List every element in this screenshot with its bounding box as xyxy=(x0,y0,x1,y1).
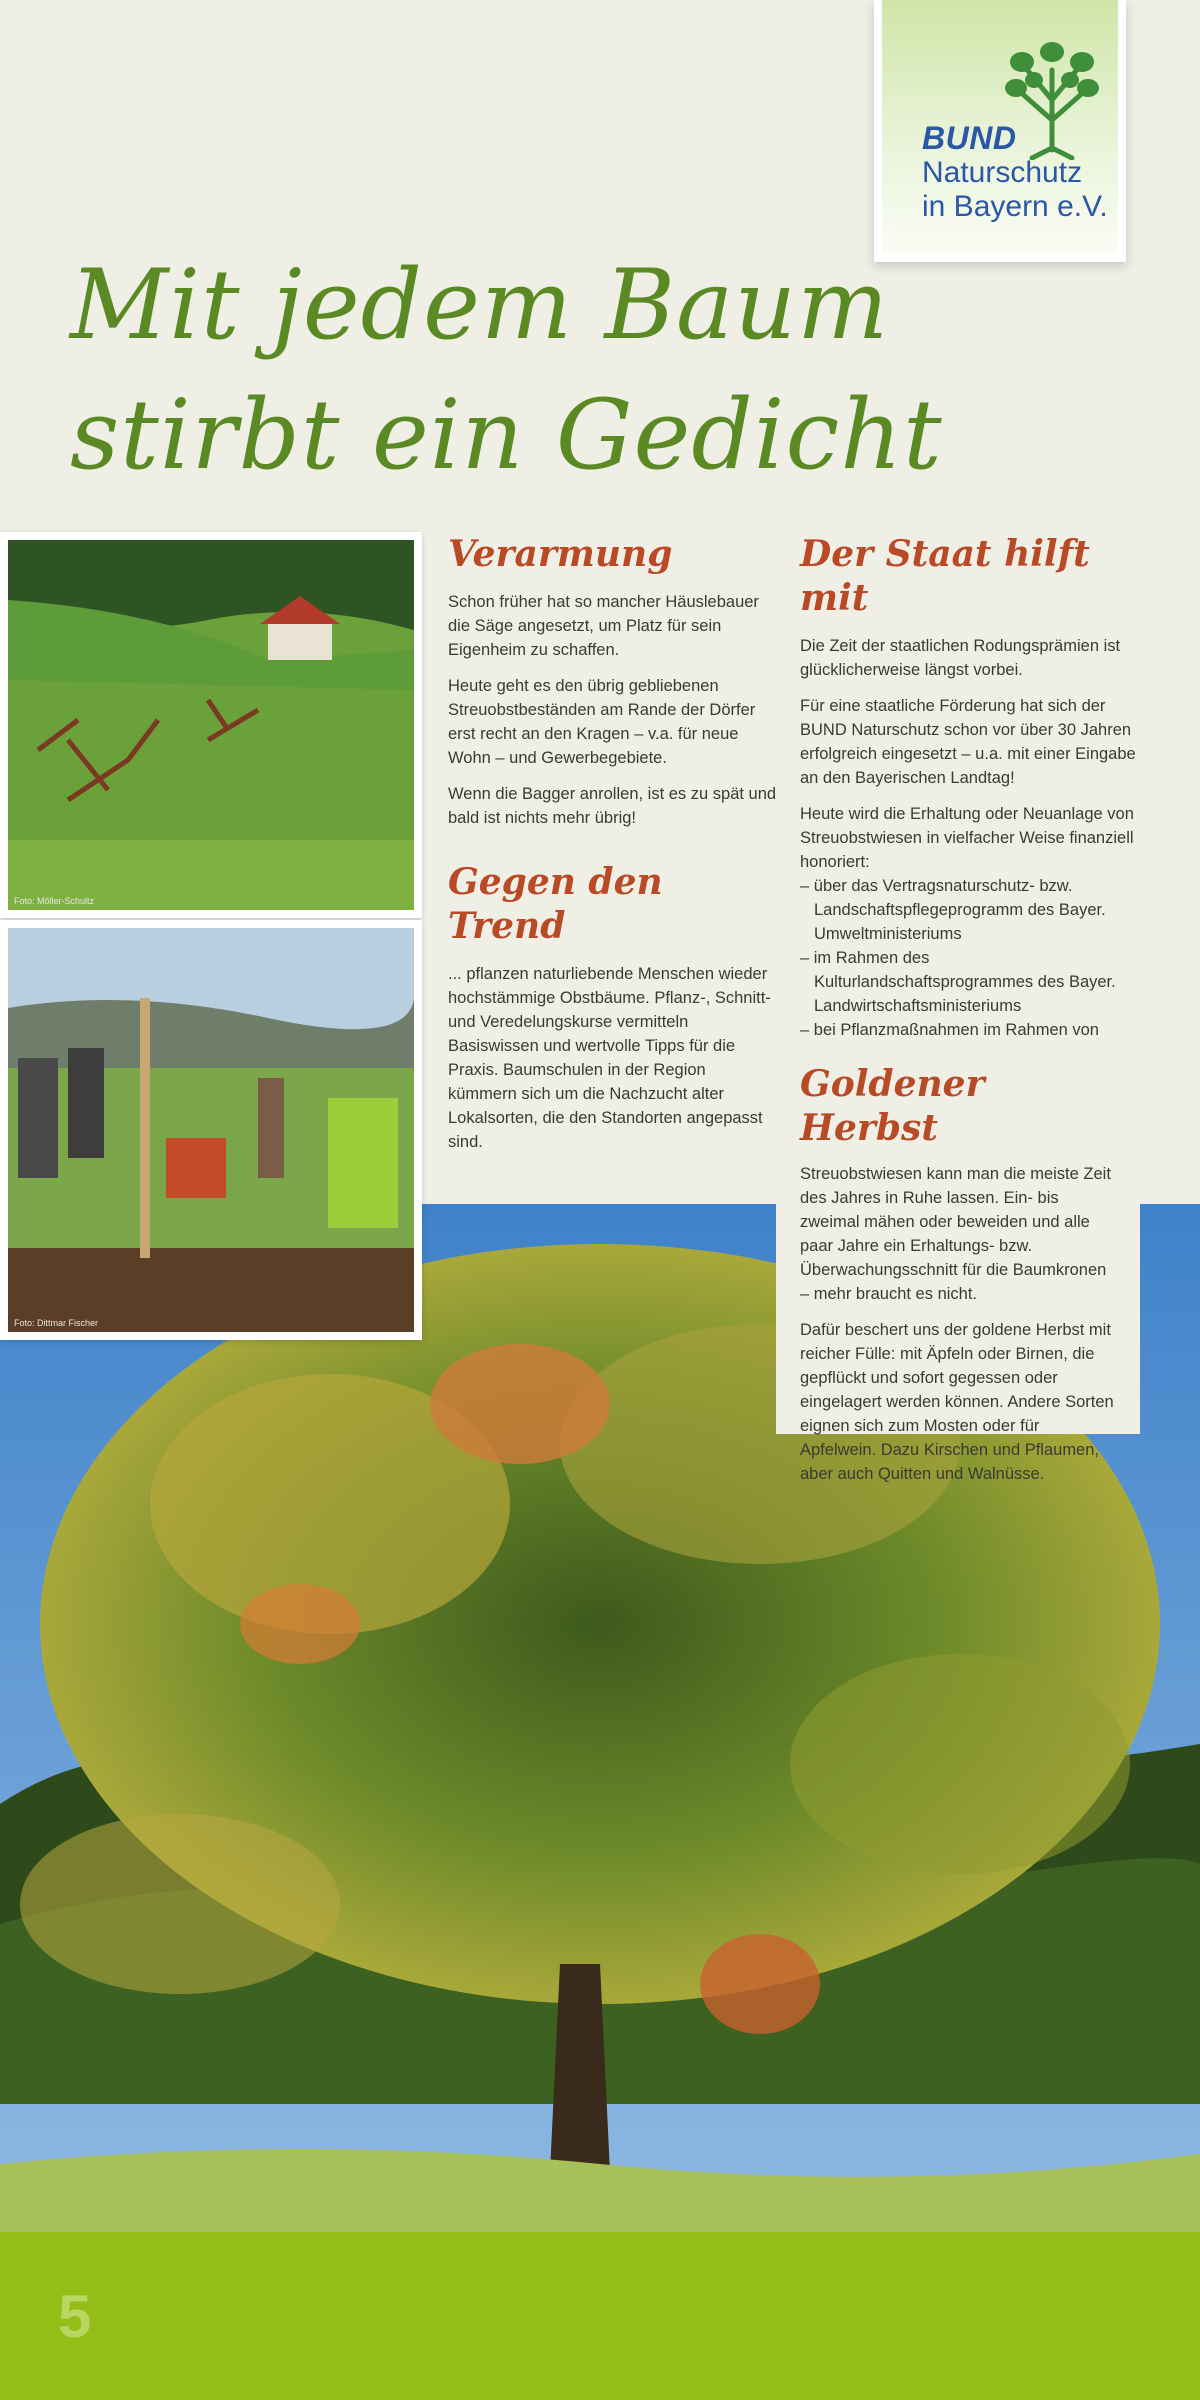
planting-group-photo xyxy=(0,920,422,1340)
headline-line-2: stirbt ein Gedicht xyxy=(70,379,943,491)
staat-paragraph-3: Heute wird die Erhaltung oder Neuanlage von Streuobstwiesen in vielfacher Weise finanziell honoriert: xyxy=(800,805,1134,871)
herbst-paragraph-1: Streuobstwiesen kann man die meiste Zeit des Jahres in Ruhe lassen. Ein- bis zweimal mähen oder beweiden und alle paar Jahre ein Erhaltungs- bzw. Überwachungsschnitt für die Baumkronen – mehr braucht es nicht. xyxy=(800,1165,1111,1303)
bund-naturschutz-logo xyxy=(874,0,1126,262)
staat-paragraph-2: Für eine staatliche Förderung hat sich der BUND Naturschutz schon vor über 30 Jahren erfolgreich eingesetzt – u.a. mit einer Eingabe an den Bayerischen Landtag! xyxy=(800,697,1136,787)
herbst-paragraph-2: Dafür beschert uns der goldene Herbst mit reicher Fülle: mit Äpfeln oder Birnen, die gepflückt und sofort gegessen oder eingelagert werden können. Andere Sorten eignen sich zum Mosten oder für Apfelwein. Dazu Kirschen und Pflaumen, aber auch Quitten und Walnüsse. xyxy=(800,1321,1114,1483)
trend-paragraph-1: ... pflanzen naturliebende Menschen wieder hochstämmige Obstbäume. Pflanz-, Schnitt- und Veredelungskurse vermitteln Basiswissen und wertvolle Tipps für die Praxis. Baumschulen in der Region kümmern sich um die Nachzucht alter Lokalsorten, die den Standorten angepasst sind. xyxy=(448,965,771,1151)
funding-list-item: – über das Vertragsnaturschutz- bzw. Landschaftspflegeprogramm des Bayer. Umweltministeriums xyxy=(800,874,1140,946)
funding-list-item: – im Rahmen des Kulturlandschaftsprogrammes des Bayer. Landwirtschaftsministeriums xyxy=(800,946,1140,1018)
footer-band xyxy=(0,2232,1200,2400)
page-number: 5 xyxy=(58,2283,92,2350)
headline-line-1: Mit jedem Baum xyxy=(70,249,890,361)
funding-list-item: – bei Pflanzmaßnahmen im Rahmen von xyxy=(800,1018,1140,1066)
funding-list xyxy=(800,874,1140,1066)
logo-line-2: in Bayern e.V. xyxy=(922,190,1108,223)
staat-paragraph-1: Die Zeit der staatlichen Rodungsprämien ist glücklicherweise längst vorbei. xyxy=(800,637,1121,679)
left-text-column xyxy=(448,532,778,1166)
heading-staat-hilft-mit: Der Staat hilft mit xyxy=(800,533,1090,619)
verarmung-paragraph-1: Schon früher hat so mancher Häuslebauer die Säge angesetzt, um Platz für sein Eigenheim zu schaffen. xyxy=(448,593,759,659)
goldener-herbst-box xyxy=(776,1040,1140,1483)
logo-brand: BUND xyxy=(922,120,1017,156)
logo-line-1: Naturschutz xyxy=(922,156,1083,189)
heading-verarmung: Verarmung xyxy=(448,533,673,575)
cleared-orchard-photo xyxy=(0,532,422,918)
photo-credit-middle: Foto: Dittmar Fischer xyxy=(14,1318,99,1328)
right-text-column xyxy=(800,532,1140,1078)
heading-gegen-den-trend: Gegen den Trend xyxy=(448,861,663,947)
photo-credit-top: Foto: Möller-Schultz xyxy=(14,896,95,906)
tree-logo-icon xyxy=(1002,40,1102,160)
verarmung-paragraph-3: Wenn die Bagger anrollen, ist es zu spät und bald ist nichts mehr übrig! xyxy=(448,785,777,827)
page-headline xyxy=(70,240,970,500)
verarmung-paragraph-2: Heute geht es den übrig gebliebenen Streuobstbeständen am Rande der Dörfer erst recht an den Kragen – v.a. für neue Wohn – und Gewerbegebiete. xyxy=(448,677,756,767)
heading-goldener-herbst: Goldener Herbst xyxy=(800,1063,985,1149)
